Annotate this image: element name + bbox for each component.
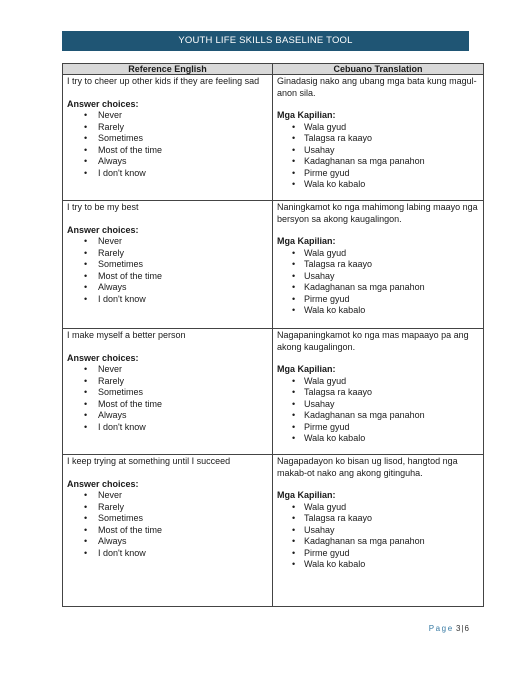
question-text: I make myself a better person [67,330,186,340]
list-item: • Most of the time [98,145,268,157]
current-page: 3 [456,624,461,633]
answer-choices-list [277,248,479,317]
list-item: • Pirme gyud [304,548,479,560]
english-cell [63,455,273,607]
answer-choices-heading: Mga Kapilian: [277,110,336,120]
list-item: • Wala ko kabalo [304,179,479,191]
list-item: • Rarely [98,502,268,514]
answer-choices-heading: Answer choices: [67,478,139,489]
question-translation: Nagapaningkamot ko nga mas mapaayo pa ang akong kaugalingon. [277,330,469,352]
list-item: • Talagsa ra kaayo [304,133,479,145]
list-item: • Wala ko kabalo [304,305,479,317]
list-item: • Wala ko kabalo [304,559,479,571]
table-header-row [63,64,484,75]
list-item: • Usahay [304,525,479,537]
list-item: • Most of the time [98,271,268,283]
list-item: • Never [98,364,268,376]
list-item: • I don't know [98,294,268,306]
answer-choices-list [277,122,479,191]
answer-choices-list [67,490,268,559]
cebuano-cell [273,329,484,455]
list-item: • Most of the time [98,525,268,537]
list-item: • Wala gyud [304,376,479,388]
list-item: • Kadaghanan sa mga panahon [304,536,479,548]
answer-choices-heading: Mga Kapilian: [277,490,336,500]
cebuano-cell [273,201,484,329]
list-item: • I don't know [98,168,268,180]
page-separator: | [461,624,464,633]
list-item: • Never [98,110,268,122]
list-item: • Always [98,410,268,422]
list-item: • Talagsa ra kaayo [304,513,479,525]
list-item: • Pirme gyud [304,422,479,434]
document-title-banner: YOUTH LIFE SKILLS BASELINE TOOL [62,31,469,51]
answer-choices-heading: Answer choices: [67,224,139,235]
list-item: • Always [98,156,268,168]
question-text: I try to be my best [67,202,139,212]
answer-choices-list [67,110,268,179]
answer-choices-heading: Mga Kapilian: [277,364,336,374]
list-item: • Rarely [98,248,268,260]
list-item: • Sometimes [98,133,268,145]
question-translation: Naningkamot ko nga mahimong labing maayo nga bersyon sa akong kaugalingon. [277,202,478,224]
list-item: • Wala gyud [304,502,479,514]
list-item: • Usahay [304,145,479,157]
answer-choices-heading: Answer choices: [67,98,139,109]
list-item: • Talagsa ra kaayo [304,259,479,271]
question-translation: Ginadasig nako ang ubang mga bata kung magul-anon sila. [277,76,477,98]
table-row [63,201,484,329]
list-item: • Never [98,490,268,502]
table-row [63,75,484,201]
list-item: • Sometimes [98,387,268,399]
english-cell [63,329,273,455]
cebuano-cell [273,75,484,201]
answer-choices-list [277,502,479,571]
list-item: • Rarely [98,122,268,134]
list-item: • Always [98,282,268,294]
list-item: • I don't know [98,548,268,560]
list-item: • Most of the time [98,399,268,411]
table-row [63,455,484,607]
column-header-english: Reference English [63,64,273,75]
list-item: • Kadaghanan sa mga panahon [304,282,479,294]
list-item: • Usahay [304,271,479,283]
list-item: • Wala gyud [304,248,479,260]
list-item: • Kadaghanan sa mga panahon [304,410,479,422]
answer-choices-list [277,376,479,445]
english-cell [63,75,273,201]
question-text: I try to cheer up other kids if they are feeling sad [67,76,260,86]
answer-choices-heading: Answer choices: [67,352,139,363]
list-item: • Kadaghanan sa mga panahon [304,156,479,168]
list-item: • Wala ko kabalo [304,433,479,445]
total-pages: 6 [464,624,469,633]
column-header-cebuano: Cebuano Translation [273,64,484,75]
page-label: Page [428,624,454,633]
answer-choices-heading: Mga Kapilian: [277,236,336,246]
list-item: • Sometimes [98,259,268,271]
page-number [405,624,469,633]
list-item: • Never [98,236,268,248]
list-item: • Always [98,536,268,548]
list-item: • Pirme gyud [304,294,479,306]
list-item: • Sometimes [98,513,268,525]
list-item: • Usahay [304,399,479,411]
list-item: • I don't know [98,422,268,434]
answer-choices-list [67,236,268,305]
list-item: • Pirme gyud [304,168,479,180]
list-item: • Talagsa ra kaayo [304,387,479,399]
table-row [63,329,484,455]
question-translation: Nagapadayon ko bisan ug lisod, hangtod nga makab-ot nako ang akong gitinguha. [277,456,458,478]
question-text: I keep trying at something until I succeed [67,456,231,466]
list-item: • Wala gyud [304,122,479,134]
cebuano-cell [273,455,484,607]
answer-choices-list [67,364,268,433]
list-item: • Rarely [98,376,268,388]
translation-table [62,63,484,607]
english-cell [63,201,273,329]
